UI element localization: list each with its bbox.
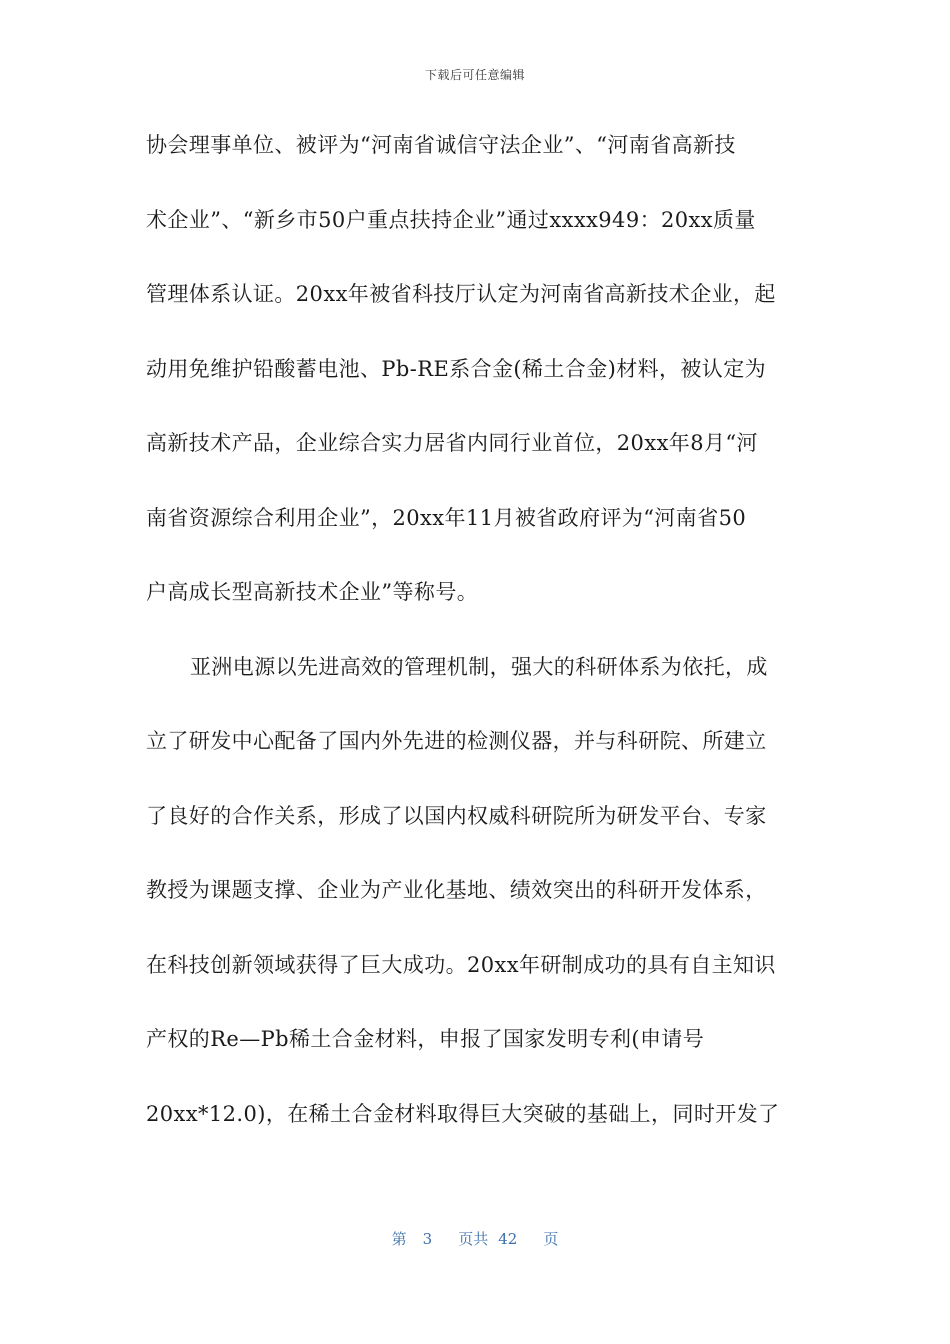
text-line: 高新技术产品，企业综合实力居省内同行业首位，20xx年8月“河 — [146, 431, 758, 455]
page-footer — [0, 1228, 950, 1249]
text-line: 管理体系认证。20xx年被省科技厅认定为河南省高新技术企业，起 — [146, 282, 776, 306]
text-line: 术企业”、“新乡市50户重点扶持企业”通过xxxx949：20xx质量 — [146, 207, 756, 232]
footer-prefix: 第 — [391, 1230, 407, 1248]
page-number: 3 — [422, 1230, 433, 1248]
page-header-note: 下载后可任意编辑 — [424, 68, 525, 82]
text-line: 产权的Re—Pb稀土合金材料，申报了国家发明专利(申请号 — [146, 1027, 705, 1051]
paragraph-1 — [146, 122, 806, 644]
text-line: 南省资源综合利用企业”，20xx年11月被省政府评为“河南省50 — [146, 505, 747, 530]
footer-suffix: 页 — [543, 1230, 559, 1248]
document-body — [146, 122, 806, 1165]
text-line: 户高成长型高新技术企业”等称号。 — [146, 580, 479, 604]
text-line: 动用免维护铅酸蓄电池、Pb-RE系合金(稀土合金)材料，被认定为 — [146, 356, 766, 381]
text-line: 协会理事单位、被评为“河南省诚信守法企业”、“河南省高新技 — [146, 133, 736, 157]
text-line: 教授为课题支撑、企业为产业化基地、绩效突出的科研开发体系， — [146, 878, 767, 902]
text-line: 20xx*12.0)，在稀土合金材料取得巨大突破的基础上，同时开发了 — [146, 1101, 780, 1126]
text-line: 在科技创新领域获得了巨大成功。20xx年研制成功的具有自主知识 — [146, 952, 776, 977]
total-pages: 42 — [498, 1230, 518, 1248]
text-line: 亚洲电源以先进高效的管理机制，强大的科研体系为依托，成 — [190, 654, 768, 679]
paragraph-2 — [146, 644, 806, 1166]
text-line: 了良好的合作关系，形成了以国内权威科研院所为研发平台、专家 — [146, 803, 767, 828]
footer-middle: 页共 — [458, 1230, 489, 1248]
text-line: 立了研发中心配备了国内外先进的检测仪器，并与科研院、所建立 — [146, 729, 767, 753]
